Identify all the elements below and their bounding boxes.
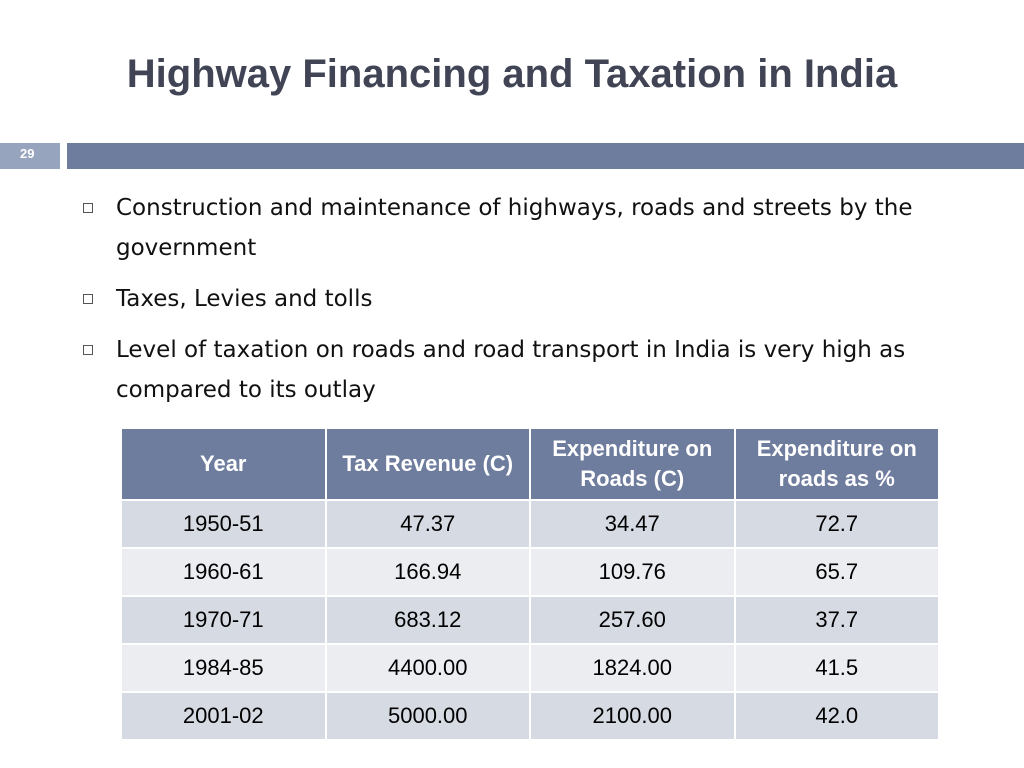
header-band xyxy=(67,143,1024,169)
column-header-tax-revenue: Tax Revenue (C) xyxy=(326,428,531,500)
column-header-expenditure-percent: Expenditure on roads as % xyxy=(735,428,940,500)
cell-percent: 65.7 xyxy=(735,548,940,596)
bullet-item xyxy=(80,330,980,410)
square-bullet-icon xyxy=(83,294,93,304)
table-row xyxy=(121,644,939,692)
bullet-item xyxy=(80,188,980,268)
bullet-item xyxy=(80,279,980,319)
cell-expenditure: 1824.00 xyxy=(530,644,735,692)
financing-table xyxy=(120,427,940,741)
cell-percent: 37.7 xyxy=(735,596,940,644)
cell-year: 1970-71 xyxy=(121,596,326,644)
bullet-list xyxy=(80,188,980,421)
square-bullet-icon xyxy=(83,203,93,213)
cell-percent: 42.0 xyxy=(735,692,940,740)
cell-tax-revenue: 47.37 xyxy=(326,500,531,548)
slide-number: 29 xyxy=(0,143,60,169)
bullet-text: Construction and maintenance of highways, roads and streets by the government xyxy=(116,195,913,261)
cell-tax-revenue: 166.94 xyxy=(326,548,531,596)
cell-year: 1984-85 xyxy=(121,644,326,692)
bullet-text: Level of taxation on roads and road transport in India is very high as compared to its outlay xyxy=(116,337,906,403)
table-row xyxy=(121,596,939,644)
cell-expenditure: 34.47 xyxy=(530,500,735,548)
cell-year: 1960-61 xyxy=(121,548,326,596)
table-row xyxy=(121,692,939,740)
column-header-expenditure: Expenditure on Roads (C) xyxy=(530,428,735,500)
cell-percent: 72.7 xyxy=(735,500,940,548)
cell-tax-revenue: 4400.00 xyxy=(326,644,531,692)
cell-expenditure: 2100.00 xyxy=(530,692,735,740)
cell-tax-revenue: 683.12 xyxy=(326,596,531,644)
table-row xyxy=(121,548,939,596)
table-header-row xyxy=(121,428,939,500)
cell-expenditure: 109.76 xyxy=(530,548,735,596)
cell-year: 1950-51 xyxy=(121,500,326,548)
square-bullet-icon xyxy=(83,345,93,355)
cell-year: 2001-02 xyxy=(121,692,326,740)
cell-expenditure: 257.60 xyxy=(530,596,735,644)
bullet-text: Taxes, Levies and tolls xyxy=(116,286,373,312)
slide-title: Highway Financing and Taxation in India xyxy=(126,52,898,96)
cell-tax-revenue: 5000.00 xyxy=(326,692,531,740)
cell-percent: 41.5 xyxy=(735,644,940,692)
column-header-year: Year xyxy=(121,428,326,500)
table-row xyxy=(121,500,939,548)
